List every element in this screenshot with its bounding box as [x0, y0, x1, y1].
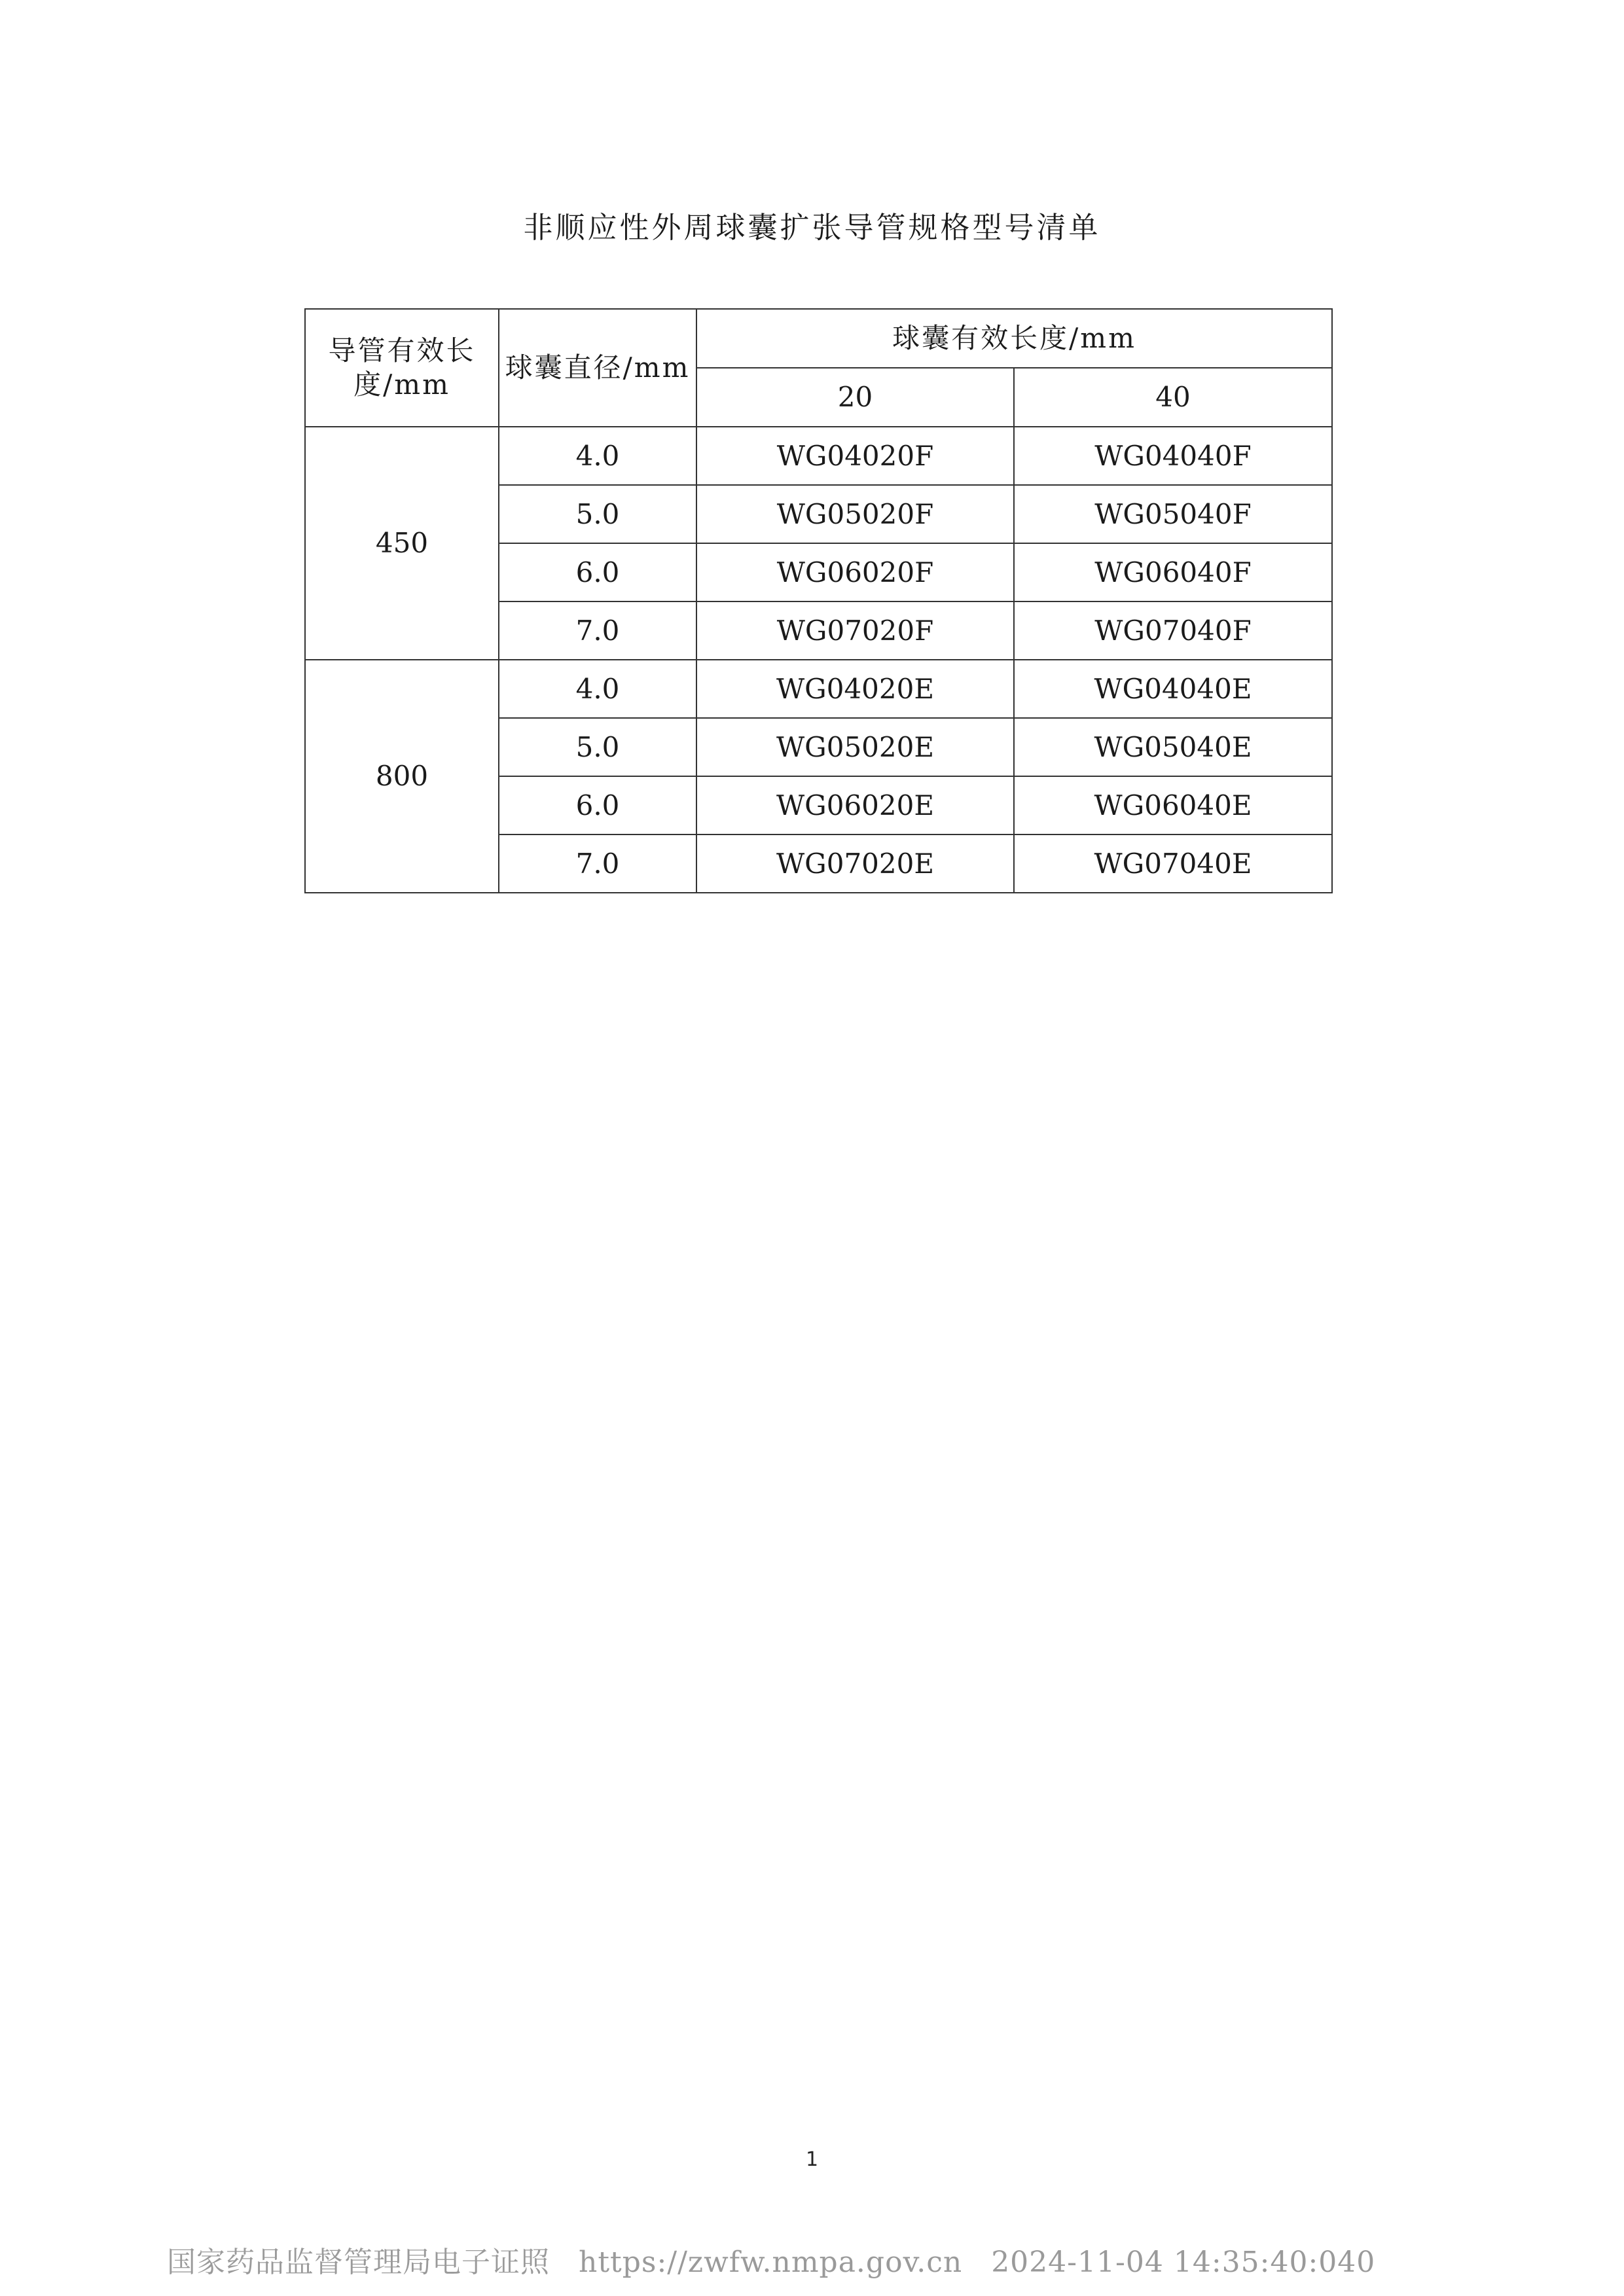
watermark-issuer: 国家药品监督管理局电子证照 [167, 2246, 550, 2279]
model-cell: WG06020F [696, 543, 1014, 601]
model-cell: WG06040F [1014, 543, 1332, 601]
model-cell: WG04040F [1014, 427, 1332, 485]
catheter-length-cell: 800 [305, 660, 499, 893]
table-row [305, 660, 1332, 718]
table-row [305, 427, 1332, 485]
page-number: 1 [805, 2148, 819, 2171]
spec-table [304, 308, 1333, 893]
catheter-length-cell: 450 [305, 427, 499, 660]
header-length-20: 20 [696, 368, 1014, 427]
header-catheter-length: 导管有效长度/mm [305, 309, 499, 427]
diameter-cell: 6.0 [499, 776, 696, 834]
watermark-url: https://zwfw.nmpa.gov.cn [579, 2246, 963, 2279]
model-cell: WG05040E [1014, 718, 1332, 776]
diameter-cell: 6.0 [499, 543, 696, 601]
diameter-cell: 4.0 [499, 427, 696, 485]
header-balloon-diameter: 球囊直径/mm [499, 309, 696, 427]
model-cell: WG04040E [1014, 660, 1332, 718]
certificate-watermark [167, 2238, 1404, 2280]
model-cell: WG07040F [1014, 601, 1332, 660]
model-cell: WG04020F [696, 427, 1014, 485]
diameter-cell: 4.0 [499, 660, 696, 718]
model-cell: WG05040F [1014, 485, 1332, 543]
header-balloon-length: 球囊有效长度/mm [696, 309, 1332, 368]
model-cell: WG05020F [696, 485, 1014, 543]
header-length-40: 40 [1014, 368, 1332, 427]
diameter-cell: 7.0 [499, 601, 696, 660]
model-cell: WG07020E [696, 834, 1014, 893]
model-cell: WG06040E [1014, 776, 1332, 834]
model-cell: WG06020E [696, 776, 1014, 834]
header-row-1 [305, 309, 1332, 368]
document-title: 非顺应性外周球囊扩张导管规格型号清单 [523, 210, 1101, 245]
diameter-cell: 5.0 [499, 718, 696, 776]
model-cell: WG05020E [696, 718, 1014, 776]
model-cell: WG04020E [696, 660, 1014, 718]
model-cell: WG07040E [1014, 834, 1332, 893]
diameter-cell: 7.0 [499, 834, 696, 893]
model-cell: WG07020F [696, 601, 1014, 660]
watermark-timestamp: 2024-11-04 14:35:40:040 [991, 2246, 1376, 2279]
diameter-cell: 5.0 [499, 485, 696, 543]
